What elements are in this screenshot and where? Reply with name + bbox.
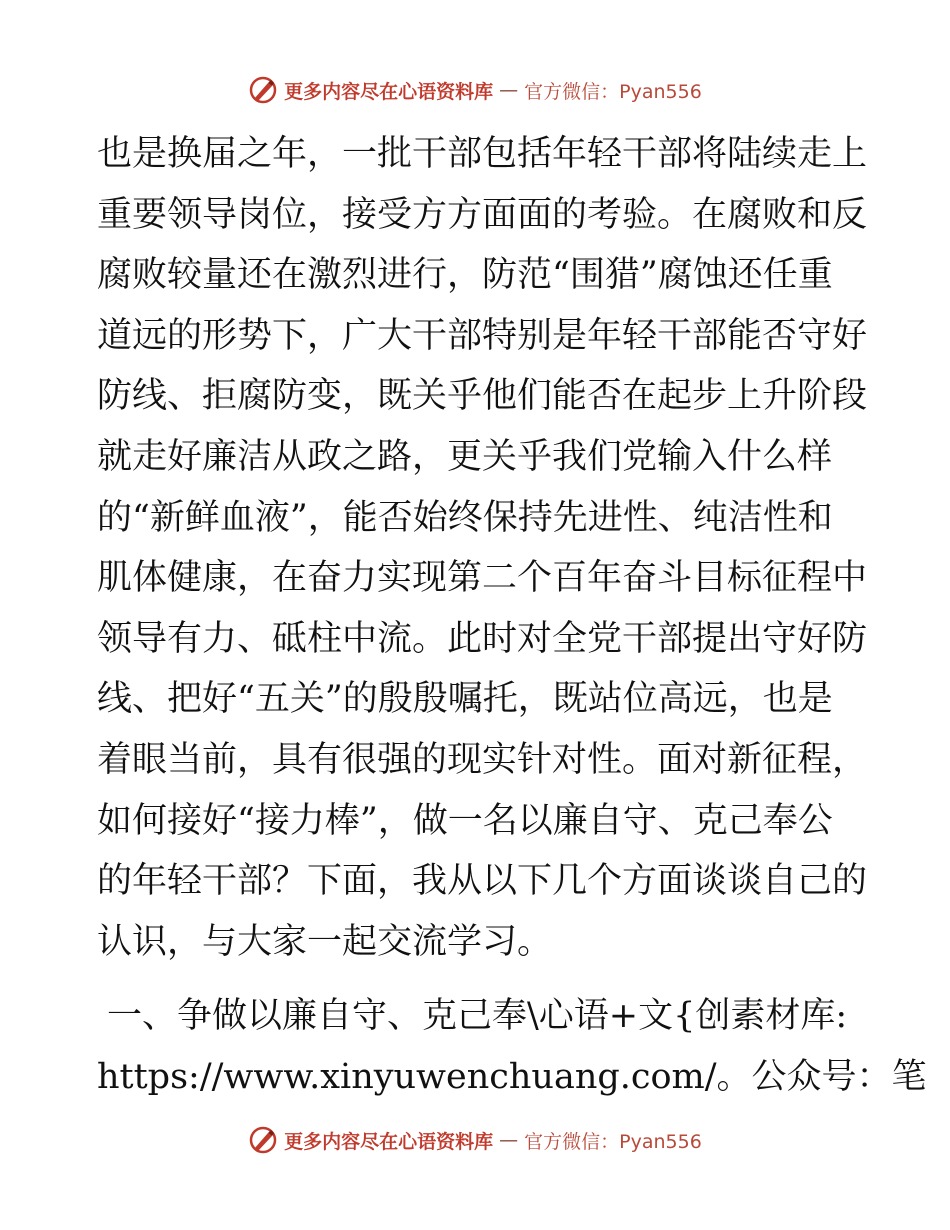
body-line: 重要领导岗位，接受方方面面的考验。在腐败和反 [97,194,868,235]
body-line: 着眼当前，具有很强的现实针对性。面对新征程， [97,739,868,780]
pen-logo-icon [248,75,278,105]
document-body [97,124,927,1108]
watermark-separator: — [499,1129,519,1151]
watermark-separator: — [499,79,519,101]
body-line: 也是换届之年，一批干部包括年轻干部将陆续走上 [97,134,868,174]
body-line: 腐败较量还在激烈进行，防范“围猎”腐蚀还任重 [97,255,833,296]
body-line: 线、把好“五关”的殷殷嘱托，既站位高远，也是 [97,679,833,720]
body-line: 领导有力、砥柱中流。此时对全党干部提出守好防 [97,618,868,659]
watermark-group [248,75,702,105]
body-line: 如何接好“接力棒”，做一名以廉自守、克己奉公 [97,800,833,841]
pen-logo-icon [248,1125,278,1155]
watermark-wechat-text: 官方微信：Pyan556 [524,1130,702,1153]
section-heading-line: 一、争做以廉自守、克己奉\心语+文{创素材库: [107,996,848,1037]
body-line: 肌体健康，在奋力实现第二个百年奋斗目标征程中 [97,558,868,599]
body-line: 的“新鲜血液”，能否始终保持先进性、纯洁性和 [97,497,833,538]
section-url-line: https://www.xinyuwenchuang.com/。公众号：笔 [97,1056,927,1097]
header-watermark [0,70,950,110]
body-line: 认识，与大家一起交流学习。 [97,921,553,962]
body-line: 防线、拒腐防变，既关乎他们能否在起步上升阶段 [97,376,868,417]
footer-watermark [0,1120,950,1160]
watermark-brand-text: 更多内容尽在心语资料库 [284,80,494,103]
watermark-wechat-text: 官方微信：Pyan556 [524,80,702,103]
body-line: 道远的形势下，广大干部特别是年轻干部能否守好 [97,315,868,356]
watermark-group [248,1125,702,1155]
watermark-brand-text: 更多内容尽在心语资料库 [284,1130,494,1153]
body-line: 的年轻干部？下面，我从以下几个方面谈谈自己的 [97,861,868,902]
body-line: 就走好廉洁从政之路，更关乎我们党输入什么样 [97,436,833,477]
